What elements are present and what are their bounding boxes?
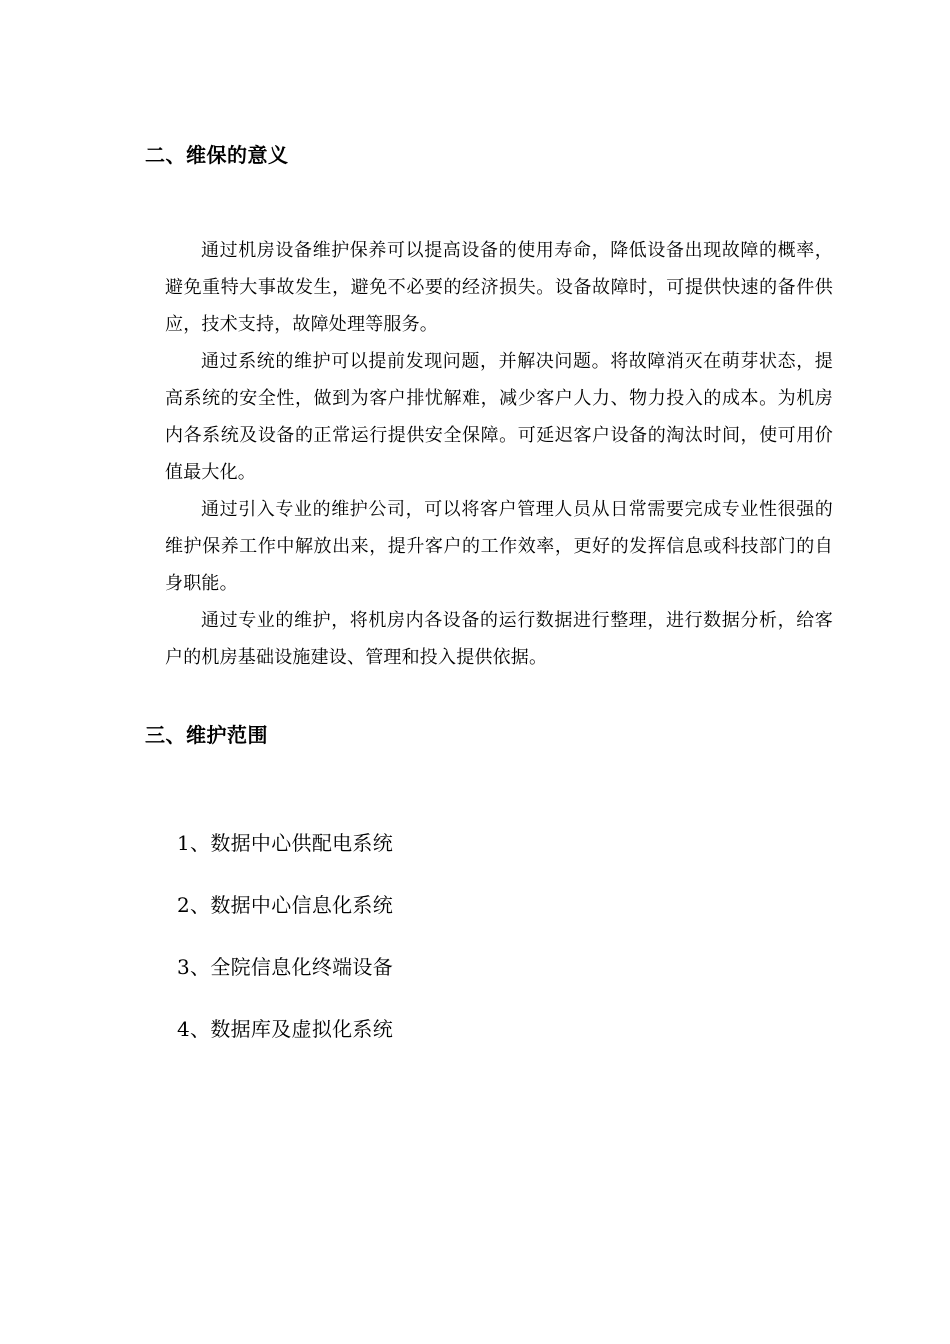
list-item: 4、数据库及虚拟化系统 <box>177 1017 394 1041</box>
section-body-maintenance-significance <box>165 232 833 676</box>
list-item: 1、数据中心供配电系统 <box>177 831 394 855</box>
section-heading-maintenance-scope: 三、维护范围 <box>145 723 268 747</box>
paragraph: 通过系统的维护可以提前发现问题，并解决问题。将故障消灭在萌芽状态，提高系统的安全性，做到为客户排忧解难，减少客户人力、物力投入的成本。为机房内各系统及设备的正常运行提供安全保障。可延迟客户设备的淘汰时间，使可用价值最大化。 <box>165 351 833 483</box>
section-heading-maintenance-significance: 二、维保的意义 <box>145 143 289 167</box>
paragraph: 通过引入专业的维护公司，可以将客户管理人员从日常需要完成专业性很强的维护保养工作中解放出来，提升客户的工作效率，更好的发挥信息或科技部门的自身职能。 <box>165 499 833 594</box>
paragraph: 通过专业的维护，将机房内各设备的运行数据进行整理，进行数据分析，给客户的机房基础设施建设、管理和投入提供依据。 <box>165 610 833 668</box>
paragraph: 通过机房设备维护保养可以提高设备的使用寿命，降低设备出现故障的概率，避免重特大事故发生，避免不必要的经济损失。设备故障时，可提供快速的备件供应，技术支持，故障处理等服务。 <box>165 240 833 335</box>
maintenance-scope-list <box>177 826 393 1074</box>
list-item: 3、全院信息化终端设备 <box>177 955 394 979</box>
list-item: 2、数据中心信息化系统 <box>177 893 394 917</box>
